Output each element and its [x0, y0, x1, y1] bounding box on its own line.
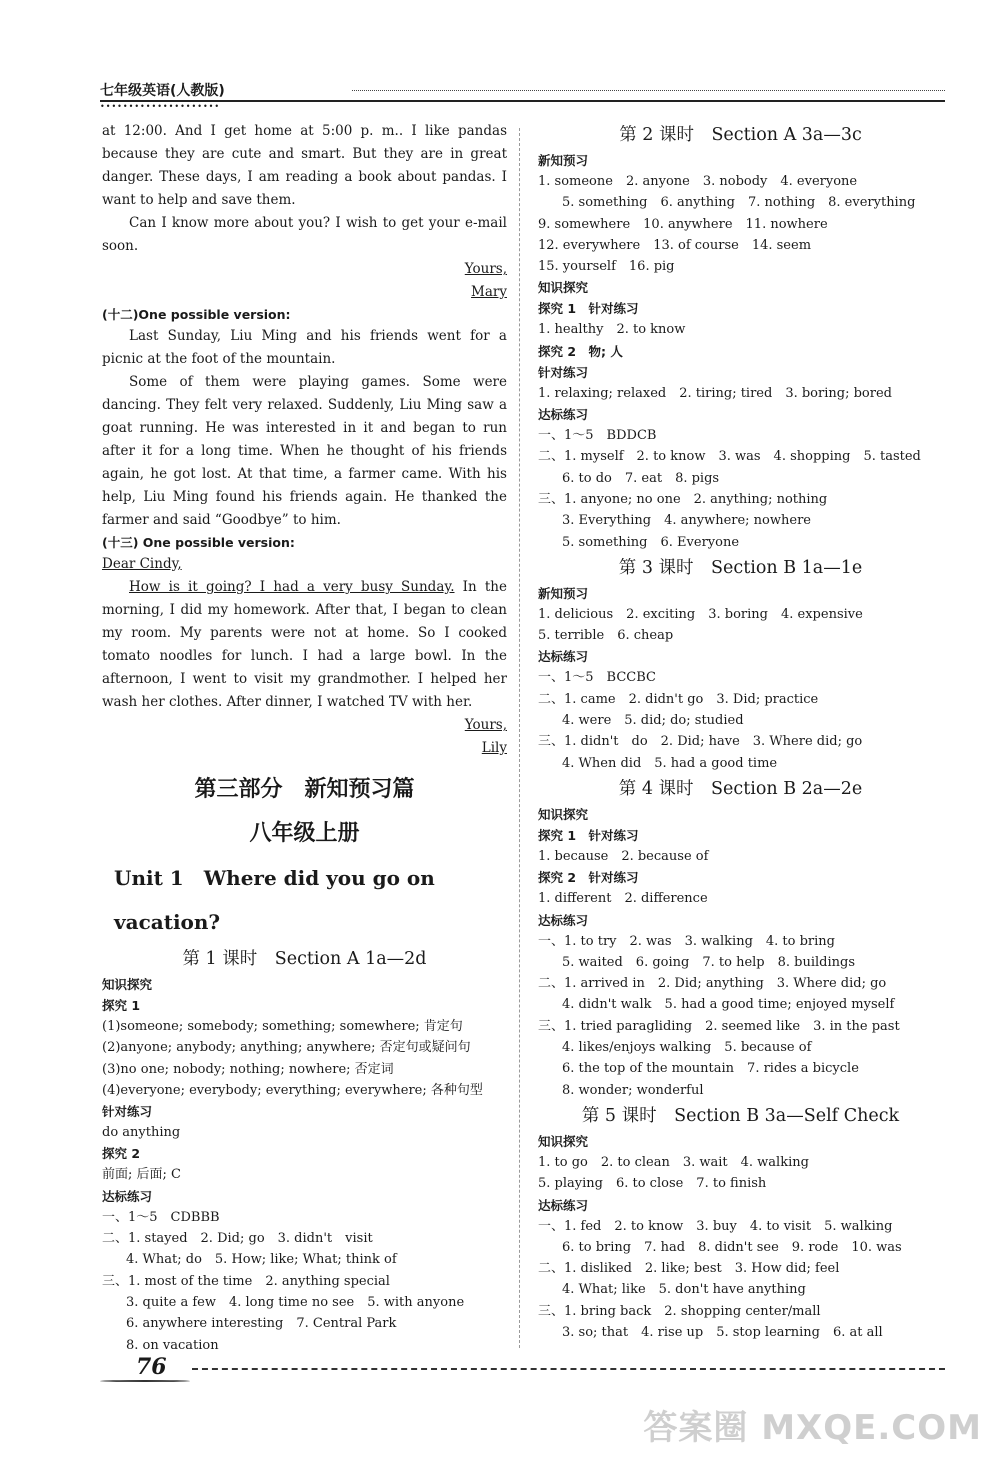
answer-line: 4. were 5. did; do; studied — [562, 713, 744, 729]
answer-line: 一、1. to try 2. was 3. walking 4. to bring — [538, 933, 835, 949]
header-rule — [100, 100, 945, 102]
answer-line: 5. something 6. Everyone — [562, 534, 740, 550]
essay-paragraph: Last Sunday, Liu Ming and his friends went for a picnic at the foot of the mountain. — [102, 328, 507, 367]
essay-paragraph: Some of them were playing games. Some were dancing. They felt very relaxed. Suddenly, Liu Ming saw a goat running. He was interested in it and began to run after it for a long time. When he thought of his friends again, he got lost. At that time, a farmer came. With his help, Liu Ming found his friends again. He thanked the farmer and said “Goodbye” to him. — [102, 374, 507, 528]
grade-title: 八年级上册 — [249, 821, 360, 846]
subsection-label: 知识探究 — [538, 280, 589, 296]
answer-line: 一、1～5 BDDCB — [538, 428, 657, 444]
section-heading: (十二)One possible version: — [102, 307, 291, 322]
header-dots: ••••••••••••••••••••• — [100, 102, 221, 111]
answer-line: 4. What; like 5. don't have anything — [562, 1282, 806, 1298]
answer-line: 12. everywhere 13. of course 14. seem — [538, 237, 812, 253]
signature-closing: Yours, — [464, 717, 507, 733]
page-footer — [100, 1352, 945, 1392]
header-dotted-rule — [352, 90, 945, 91]
answer-line: 5. terrible 6. cheap — [538, 628, 674, 644]
answer-line: 1. because 2. because of — [538, 848, 709, 864]
subsection-label: 探究 1 针对练习 — [538, 301, 639, 317]
subsection-label: 知识探究 — [102, 977, 153, 992]
answer-list — [538, 804, 943, 1101]
subsection-label: 新知预习 — [538, 585, 589, 601]
subsection-label: 探究 2 针对练习 — [538, 870, 639, 886]
answer-line: 3. Everything 4. anywhere; nowhere — [562, 513, 811, 529]
answer-line: 6. to do 7. eat 8. pigs — [562, 470, 720, 486]
lesson-title: 第 4 课时 Section B 2a—2e — [618, 778, 863, 799]
answer-line: do anything — [102, 1125, 181, 1141]
book-title: 七年级英语(人教版) — [100, 83, 225, 99]
column-divider — [519, 128, 520, 1348]
answer-line: (1)someone; somebody; something; somewhere; 肯定句 — [102, 1019, 463, 1034]
answer-line: 5. waited 6. going 7. to help 8. buildings — [562, 954, 856, 970]
lesson-title: 第 3 课时 Section B 1a—1e — [618, 557, 863, 578]
page-number: 76 — [136, 1354, 167, 1380]
answer-line: 1. someone 2. anyone 3. nobody 4. everyone — [538, 174, 858, 189]
answer-line: 一、1～5 BCCBC — [538, 670, 656, 686]
letter-greeting: Dear Cindy, — [102, 556, 182, 572]
answer-line: 三、1. bring back 2. shopping center/mall — [538, 1303, 821, 1319]
subsection-label: 探究 1 针对练习 — [538, 827, 639, 843]
answer-list — [102, 974, 507, 1356]
answer-line: 9. somewhere 10. anywhere 11. nowhere — [538, 216, 828, 232]
answer-line: 4. What; do 5. How; like; What; think of — [126, 1252, 397, 1268]
answer-line: 二、1. came 2. didn't go 3. Did; practice — [538, 691, 819, 707]
answer-line: 一、1～5 CDBBB — [102, 1209, 220, 1225]
answer-line: 二、1. myself 2. to know 3. was 4. shopping 5. tasted — [538, 449, 921, 465]
left-column — [102, 120, 507, 1356]
signature-name: Mary — [471, 284, 507, 300]
subsection-label: 达标练习 — [538, 912, 589, 928]
answer-line: 1. relaxing; relaxed 2. tiring; tired 3. boring; bored — [538, 385, 892, 401]
answer-line: (2)anyone; anybody; anything; anywhere; 否定句或疑问句 — [102, 1040, 471, 1056]
answer-line: 4. didn't walk 5. had a good time; enjoyed myself — [562, 997, 895, 1013]
subsection-label: 达标练习 — [538, 649, 589, 665]
section-heading: (十三) One possible version: — [102, 535, 295, 550]
footer-rule — [192, 1368, 945, 1370]
answer-line: 3. quite a few 4. long time no see 5. with anyone — [126, 1294, 465, 1310]
subsection-label: 知识探究 — [538, 1133, 589, 1149]
answer-line: 1. delicious 2. exciting 3. boring 4. expensive — [538, 606, 863, 622]
answer-line: 6. the top of the mountain 7. rides a bicycle — [562, 1061, 859, 1077]
signature-closing: Yours, — [464, 261, 507, 277]
answer-line: 1. healthy 2. to know — [538, 322, 686, 338]
answer-line: 1. to go 2. to clean 3. wait 4. walking — [538, 1154, 809, 1170]
answer-line: 三、1. anyone; no one 2. anything; nothing — [538, 491, 828, 507]
letter-paragraph — [102, 576, 507, 714]
answer-line: 4. When did 5. had a good time — [562, 755, 778, 771]
letter-body: In the morning, I did my homework. After that, I began to clean my room. My parents were not at home. So I cooked tomato noodles for lunch. I had a large bowl. In the afternoon, I went to visit my grandmother. I helped her wash her clothes. After dinner, I watched TV with her. — [102, 579, 507, 710]
answer-line: (4)everyone; everybody; everything; everywhere; 各种句型 — [102, 1082, 483, 1098]
answer-line: 4. likes/enjoys walking 5. because of — [562, 1040, 812, 1056]
answer-line: 5. something 6. anything 7. nothing 8. everything — [562, 195, 916, 211]
letter-paragraph: at 12:00. And I get home at 5:00 p. m.. I like pandas because they are cute and smart. But they are in great danger. These days, I am reading a book about pandas. I want to help and save them. — [102, 123, 507, 208]
answer-list — [538, 150, 943, 553]
subsection-label: 达标练习 — [538, 1197, 589, 1213]
answer-line: 8. on vacation — [126, 1337, 219, 1353]
answer-line: 3. so; that 4. rise up 5. stop learning 6. at all — [562, 1324, 883, 1340]
unit-title: Unit 1 Where did you go on vacation? — [114, 866, 435, 934]
answer-line: 5. playing 6. to close 7. to finish — [538, 1176, 767, 1192]
page-header — [100, 78, 945, 111]
part-title: 第三部分 新知预习篇 — [194, 777, 415, 802]
answer-line: 8. wonder; wonderful — [562, 1082, 704, 1098]
answer-line: 一、1. fed 2. to know 3. buy 4. to visit 5. walking — [538, 1218, 893, 1234]
signature-name: Lily — [481, 740, 507, 756]
answer-line: 6. anywhere interesting 7. Central Park — [126, 1316, 397, 1332]
answer-list — [538, 583, 943, 774]
subsection-label: 探究 2 — [102, 1146, 141, 1162]
lesson-title: 第 1 课时 Section A 1a—2d — [182, 949, 427, 969]
answer-line: 三、1. most of the time 2. anything special — [102, 1273, 390, 1289]
lesson-title: 第 5 课时 Section B 3a—Self Check — [581, 1105, 900, 1126]
subsection-label: 达标练习 — [102, 1188, 153, 1204]
answer-line: 二、1. stayed 2. Did; go 3. didn't visit — [102, 1231, 373, 1247]
subsection-label: 探究 2 物; 人 — [538, 343, 623, 359]
answer-line: 二、1. disliked 2. like; best 3. How did; feel — [538, 1261, 840, 1277]
answer-line: 15. yourself 16. pig — [538, 259, 675, 275]
right-column — [538, 120, 943, 1343]
subsection-label: 针对练习 — [538, 364, 589, 380]
subsection-label: 达标练习 — [538, 407, 589, 423]
underlined-sentence: How is it going? I had a very busy Sunday. — [129, 579, 455, 595]
answer-line: 前面; 后面; C — [102, 1167, 181, 1183]
decorative-swirl — [100, 1380, 190, 1382]
watermark: 答案圈 MXQE.COM — [643, 1408, 982, 1448]
answer-line: 三、1. tried paragliding 2. seemed like 3. in the past — [538, 1018, 900, 1034]
answer-line: 6. to bring 7. had 8. didn't see 9. rode 10. was — [562, 1239, 902, 1255]
subsection-label: 知识探究 — [538, 806, 589, 822]
answer-list — [538, 1131, 943, 1343]
letter-paragraph: Can I know more about you? I wish to get your e-mail soon. — [102, 215, 507, 254]
answer-line: 二、1. arrived in 2. Did; anything 3. Where did; go — [538, 976, 887, 992]
subsection-label: 新知预习 — [538, 153, 589, 168]
answer-line: 1. different 2. difference — [538, 891, 708, 907]
lesson-title: 第 2 课时 Section A 3a—3c — [619, 125, 862, 145]
subsection-label: 探究 1 — [102, 998, 141, 1013]
answer-line: 三、1. didn't do 2. Did; have 3. Where did; go — [538, 734, 863, 750]
answer-line: (3)no one; nobody; nothing; nowhere; 否定词 — [102, 1061, 394, 1077]
subsection-label: 针对练习 — [102, 1104, 153, 1120]
